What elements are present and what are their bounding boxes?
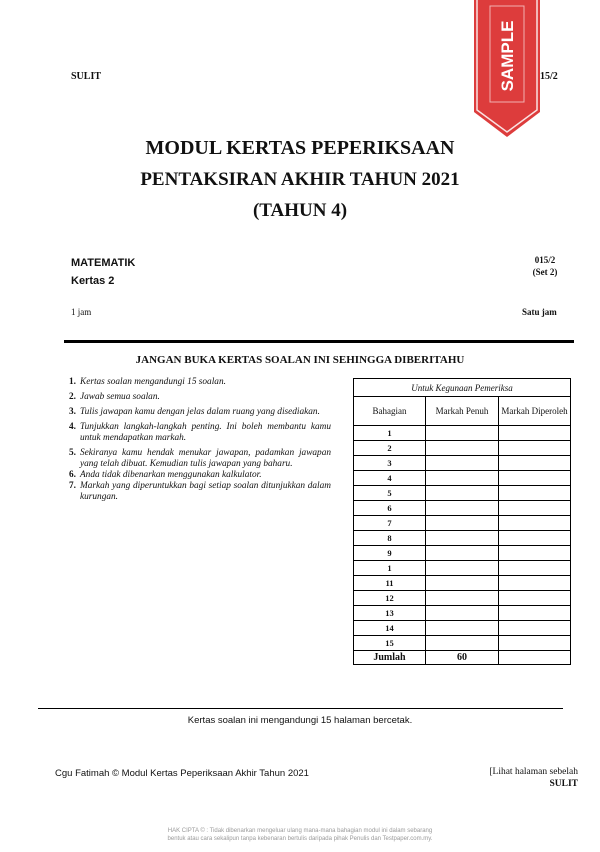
section-number: 5 [354, 486, 426, 501]
full-marks-cell [426, 546, 499, 561]
instruction-text: Markah yang diperuntukkan bagi setiap soalan ditunjukkan dalam kurungan. [80, 481, 331, 502]
table-row [354, 561, 571, 576]
section-number: 7 [354, 516, 426, 531]
total-marks-obtained [499, 651, 571, 665]
full-marks-cell [426, 486, 499, 501]
divider-thick [64, 340, 574, 343]
instruction-text: Anda tidak dibenarkan menggunakan kalkulator. [80, 470, 262, 480]
assessment-title: PENTAKSIRAN AKHIR TAHUN 2021 [140, 169, 460, 190]
copyright-notice [100, 827, 500, 843]
marks-obtained-cell [499, 426, 571, 441]
examiner-table [353, 378, 571, 665]
full-marks-cell [426, 456, 499, 471]
section-number: 6 [354, 501, 426, 516]
marks-obtained-cell [499, 501, 571, 516]
copyright-line: HAK CIPTA © : Tidak dibenarkan mengeluar ulang mana-mana bahagian modul ini dalam sebarang [167, 828, 433, 834]
footer-next-page [468, 766, 578, 790]
full-marks-cell [426, 561, 499, 576]
header-sulit: SULIT [71, 71, 102, 82]
footer-credit: Cgu Fatimah © Modul Kertas Peperiksaan Akhir Tahun 2021 [55, 768, 309, 779]
instruction-number: 2. [69, 392, 76, 402]
table-row [354, 531, 571, 546]
full-marks-cell [426, 636, 499, 651]
instruction-text: Tunjukkan langkah-langkah penting. Ini boleh membantu kamu untuk mendapatkan markah. [80, 422, 331, 443]
section-number: 8 [354, 531, 426, 546]
full-marks-cell [426, 531, 499, 546]
paper-number: Kertas 2 [71, 275, 115, 287]
marks-obtained-cell [499, 591, 571, 606]
table-row [354, 441, 571, 456]
marks-obtained-cell [499, 621, 571, 636]
next-page-note: [Lihat halaman sebelah [489, 767, 578, 777]
examiner-table-caption: Untuk Kegunaan Pemeriksa [354, 379, 571, 397]
warning-notice: JANGAN BUKA KERTAS SOALAN INI SEHINGGA DIBERITAHU [135, 354, 465, 366]
marks-obtained-cell [499, 606, 571, 621]
marks-obtained-cell [499, 441, 571, 456]
instruction-item [69, 377, 331, 388]
sample-stamp [474, 0, 540, 137]
duration-words: Satu jam [522, 307, 557, 317]
table-row [354, 636, 571, 651]
copyright-line: bentuk atau cara sekalipun tanpa kebenaran bertulis daripada pihak Penulis dan Testpaper.com.my. [167, 836, 433, 842]
full-marks-cell [426, 606, 499, 621]
duration-numeric: 1 jam [71, 307, 92, 317]
full-marks-cell [426, 621, 499, 636]
instruction-item [69, 392, 331, 403]
instruction-text: Jawab semua soalan. [80, 392, 160, 402]
column-header-full-marks: Markah Penuh [426, 397, 499, 426]
table-row [354, 606, 571, 621]
module-title: MODUL KERTAS PEPERIKSAAN [145, 137, 455, 159]
section-number: 9 [354, 546, 426, 561]
divider-thin [38, 708, 563, 709]
section-number: 13 [354, 606, 426, 621]
full-marks-cell [426, 576, 499, 591]
year-title: (TAHUN 4) [252, 200, 348, 221]
total-label: Jumlah [354, 651, 426, 665]
header-paper-code: 15/2 [540, 71, 558, 82]
table-row [354, 576, 571, 591]
marks-obtained-cell [499, 486, 571, 501]
section-number: 15 [354, 636, 426, 651]
column-header-marks-obtained: Markah Diperoleh [499, 397, 571, 426]
full-marks-cell [426, 441, 499, 456]
marks-obtained-cell [499, 561, 571, 576]
table-row [354, 471, 571, 486]
full-marks-cell [426, 426, 499, 441]
full-marks-cell [426, 501, 499, 516]
full-marks-cell [426, 471, 499, 486]
column-header-section: Bahagian [354, 397, 426, 426]
section-number: 11 [354, 576, 426, 591]
subject-code [520, 254, 570, 278]
subject-code-number: 015/2 [534, 255, 556, 265]
marks-obtained-cell [499, 456, 571, 471]
table-row [354, 426, 571, 441]
table-row [354, 591, 571, 606]
table-row [354, 486, 571, 501]
footer-sulit: SULIT [549, 779, 578, 789]
instruction-text: Kertas soalan mengandungi 15 soalan. [80, 377, 226, 387]
table-row [354, 621, 571, 636]
marks-obtained-cell [499, 576, 571, 591]
sample-stamp-text: SAMPLE [498, 20, 517, 92]
marks-obtained-cell [499, 531, 571, 546]
full-marks-cell [426, 516, 499, 531]
instruction-number: 4. [69, 422, 76, 432]
instruction-text: Tulis jawapan kamu dengan jelas dalam ruang yang disediakan. [80, 407, 320, 417]
marks-obtained-cell [499, 516, 571, 531]
instruction-item [69, 407, 331, 418]
instruction-item [69, 481, 331, 503]
instruction-number: 5. [69, 448, 76, 458]
marks-obtained-cell [499, 546, 571, 561]
instruction-number: 6. [69, 470, 76, 480]
instruction-number: 3. [69, 407, 76, 417]
section-number: 14 [354, 621, 426, 636]
section-number: 4 [354, 471, 426, 486]
instruction-item [69, 422, 331, 444]
page-count-note: Kertas soalan ini mengandungi 15 halaman bercetak. [187, 715, 413, 726]
section-number: 1 [354, 426, 426, 441]
total-full-marks: 60 [426, 651, 499, 665]
instruction-number: 7. [69, 481, 76, 491]
subject-code-set: (Set 2) [532, 267, 558, 277]
section-number: 1 [354, 561, 426, 576]
marks-obtained-cell [499, 636, 571, 651]
table-row [354, 516, 571, 531]
section-number: 3 [354, 456, 426, 471]
table-row [354, 501, 571, 516]
marks-obtained-cell [499, 471, 571, 486]
instruction-item [69, 470, 331, 481]
table-row [354, 546, 571, 561]
section-number: 12 [354, 591, 426, 606]
instruction-item [69, 448, 331, 470]
section-number: 2 [354, 441, 426, 456]
instruction-list [69, 377, 331, 507]
full-marks-cell [426, 591, 499, 606]
table-row [354, 456, 571, 471]
instruction-number: 1. [69, 377, 76, 387]
instruction-text: Sekiranya kamu hendak menukar jawapan, padamkan jawapan yang telah dibuat. Kemudian tulis jawapan yang baharu. [80, 448, 331, 469]
subject-name: MATEMATIK [71, 257, 136, 269]
